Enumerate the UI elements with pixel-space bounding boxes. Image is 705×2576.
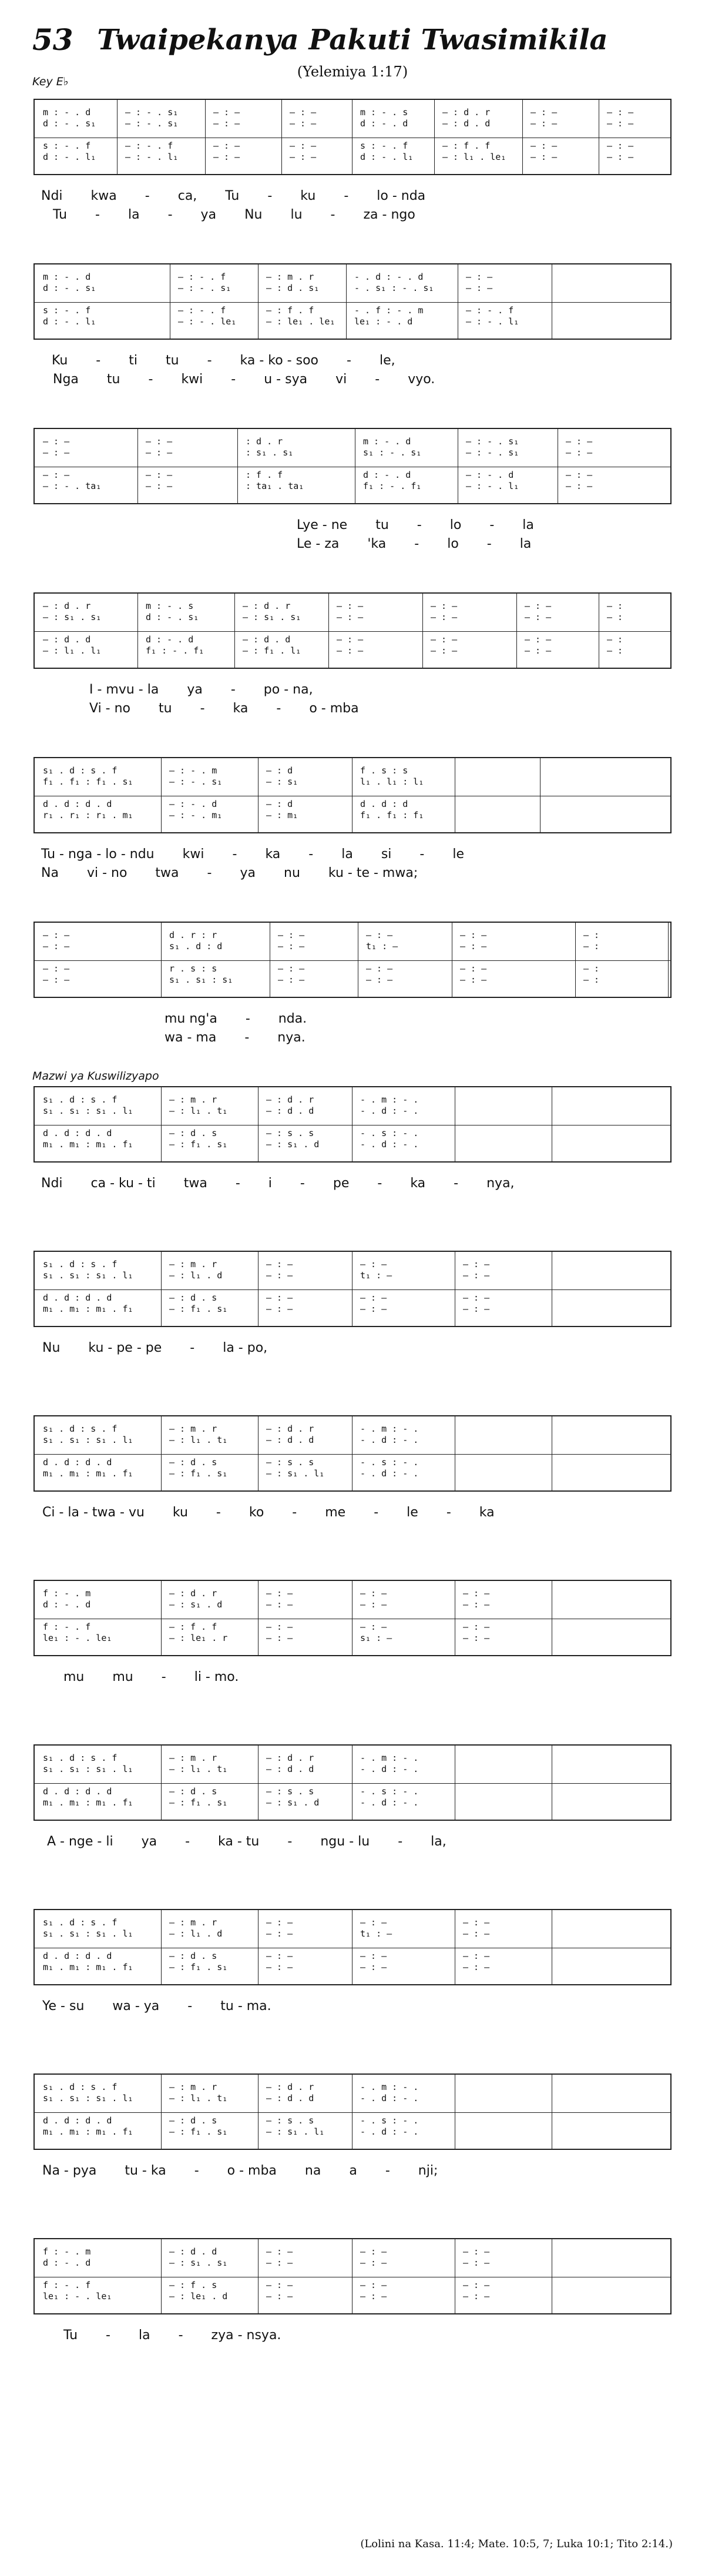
lyric-syllable: - [414,537,419,551]
lyric-syllable: la [341,847,353,862]
measure-notes: — : d . d — : s₁ . s₁ — : f . s — : le₁ . d [169,2246,228,2302]
staff-box [33,592,672,669]
lyric-syllable: ya [187,682,203,697]
lyric-line [53,209,670,222]
lyric-line [89,684,705,696]
bar-line [328,594,329,668]
lyric-syllable: vi [335,372,347,387]
measure-notes: — : — — : — — : — — : — [463,1917,490,1972]
staff-box [33,757,672,833]
lyric-syllable: kwi [181,372,203,387]
lyric-syllable: u - sya [264,372,308,387]
lyric-syllable: twa [155,866,179,880]
stanza-label: Mazwi ya Kuswilizyapo [32,1070,159,1083]
measure-notes: d . r : r s₁ . d : d r . s : s s₁ . s₁ : s₁ [169,930,233,985]
lyric-syllable: lu [290,207,303,222]
lyric-syllable: Na - pya [42,2163,97,2178]
lyric-line [164,1013,705,1026]
measure-notes: — : d . r — : s₁ . s₁ — : d . d — : l₁ . l₁ [43,601,102,656]
lyric-line [42,1342,659,1355]
lyric-syllable: A - nge - li [47,1834,113,1849]
lyric-syllable: - [344,189,349,203]
lyric-syllable: Tu [53,207,68,222]
staff-box [33,1251,672,1327]
lyric-syllable: nya. [277,1030,306,1045]
staff-box [33,99,672,175]
staff-box [33,1415,672,1492]
lyric-syllable: la [522,518,534,532]
lyric-syllable: wa - ma [164,1030,217,1045]
measure-notes: — : d . r — : d . d — : f . f — : l₁ . le₁ [442,107,506,162]
measure-notes: — : — — : — — : — — : — [43,930,70,985]
lyric-syllable: ka [233,701,249,716]
music-system [0,1909,705,2056]
lyric-syllable: tu [106,372,120,387]
staff-box [33,2238,672,2314]
measure-notes: — : — — : — — : — — : — [146,436,173,491]
measure-notes: — : d . r — : s₁ . s₁ — : d . d — : f₁ . l₁ [243,601,301,656]
bar-line [161,923,162,997]
measure-notes: - . d : - . d - . s₁ : - . s₁ - . f : - . m le₁ : - . d [354,272,434,327]
measure-notes: — : m . r — : d . s₁ — : f . f — : le₁ . le₁ [266,272,335,327]
song-number: 53 [32,22,73,57]
lyric-syllable: - [385,2163,390,2178]
bar-line [575,923,576,997]
lyric-syllable: Tu [225,189,240,203]
measure-notes: — : — — : — — : — — : — [266,1588,293,1643]
lyric-syllable: mu ng'a [164,1011,217,1026]
bar-line [161,1087,162,1161]
lyric-line [41,867,658,880]
lyric-syllable: - [167,207,173,222]
lyric-syllable: si [381,847,392,862]
measure-notes: — : — — : — — : — — : — [360,2246,387,2302]
measure-notes: — : — — : — — : — — : — [431,601,458,656]
lyric-line [41,848,658,861]
lyric-syllable: la, [431,1834,446,1849]
measure-notes: f : - . m d : - . d f : - . f le₁ : - . le₁ [43,1588,112,1643]
measure-notes: — : - . s₁ — : - . s₁ — : - . d — : - . l₁ [466,436,519,491]
staff-box [33,263,672,340]
measure-notes: f : - . m d : - . d f : - . f le₁ : - . le₁ [43,2246,112,2302]
measure-notes: - . m : - . - . d : - . - . s : - . - . d : - . [360,2082,419,2137]
measure-notes: — : - . f — : - . s₁ — : - . f — : - . le₁ [178,272,237,327]
measure-notes: — : m . r — : l₁ . d — : d . s — : f₁ . s₁ [169,1259,228,1314]
bar-line [161,2075,162,2149]
lyric-syllable: nu [284,866,300,880]
measure-notes: — : — — : — — : - . f — : - . l₁ [466,272,519,327]
lyric-syllable: lo [447,537,459,551]
lyric-syllable: - [454,1176,459,1191]
lyric-syllable: nya, [486,1176,515,1191]
music-system [0,1580,705,1727]
bar-line [234,594,235,668]
lyric-syllable: Na [41,866,59,880]
lyric-syllable: - [185,1834,190,1849]
lyric-syllable: ca, [177,189,197,203]
measure-notes: — : — — : — — : — — : - . ta₁ [43,436,102,491]
lyric-syllable: ya [240,866,256,880]
music-system [0,428,705,575]
lyric-syllable: zya - nsya. [211,2328,281,2343]
lyric-syllable: - [486,537,492,551]
lyric-syllable: - [190,1341,195,1355]
measure-notes: — : — : — : — : [583,930,600,985]
measure-notes: — : — : — : — : [607,601,623,656]
lyric-syllable: - [330,207,335,222]
lyric-syllable: - [347,353,351,368]
lyric-syllable: me [325,1505,346,1520]
measure-notes: — : — — : — — : — — : — [213,107,240,162]
bar-line [522,100,523,174]
bar-line [516,594,517,668]
music-system [0,592,705,739]
measure-notes: — : — t₁ : — — : — — : — [366,930,398,985]
measure-notes: — : — — : — — : — — : — [278,930,305,985]
bar-line [346,264,347,339]
lyric-syllable: ka - tu [218,1834,260,1849]
lyric-syllable: - [267,189,273,203]
lyric-syllable: Ku [52,353,68,368]
lyric-syllable: - [106,2328,110,2343]
music-system [0,1251,705,1398]
lyric-syllable: vyo. [408,372,435,387]
lyric-syllable: - [235,1176,240,1191]
song-title: Twaipekanya Pakuti Twasimikila [97,24,608,56]
lyric-syllable: Ndi [41,1176,63,1191]
lyric-syllable: mu [63,1670,85,1684]
measure-notes: s₁ . d : s . f f₁ . f₁ : f₁ . s₁ d . d : d . d r₁ . r₁ : r₁ . m₁ [43,765,133,820]
lyric-syllable: - [145,189,150,203]
lyric-syllable: le, [379,353,395,368]
lyric-syllable: nda. [278,1011,307,1026]
lyric-syllable: ku - pe - pe [88,1341,162,1355]
measure-notes: — : — — : — — : — — : — [525,601,552,656]
music-system [0,2238,705,2385]
measure-notes: — : — — : — — : — s₁ : — [360,1588,392,1643]
lyric-line [47,1835,664,1848]
lyric-syllable: i [268,1176,272,1191]
lyric-syllable: nji; [418,2163,438,2178]
staff-box [33,428,672,504]
lyric-line [52,354,669,367]
lyric-line [164,1031,705,1044]
lyric-syllable: - [300,1176,305,1191]
music-system [0,922,705,1068]
lyric-syllable: - [446,1505,451,1520]
measure-notes: s₁ . d : s . f s₁ . s₁ : s₁ . l₁ d . d : d . d m₁ . m₁ : m₁ . f₁ [43,1259,133,1314]
bar-line [117,100,118,174]
lyric-syllable: Vi - no [89,701,131,716]
measure-notes: — : — — : — — : — — : — [290,107,317,162]
lyric-syllable: - [287,1834,293,1849]
lyric-syllable: - [95,207,100,222]
footnote-references: (Lolini na Kasa. 11:4; Mate. 10:5, 7; Luka 10:1; Tito 2:14.) [360,2538,673,2550]
lyric-syllable: la - po, [223,1341,268,1355]
lyric-syllable: - [417,518,422,532]
lyric-syllable: na [304,2163,321,2178]
lyric-syllable: le [407,1505,418,1520]
lyric-line [42,2165,659,2178]
staff-box [33,1744,672,1821]
lyric-syllable: ku [172,1505,188,1520]
staff-box [33,1086,672,1163]
lyric-syllable: lo - nda [377,189,426,203]
music-system [0,2073,705,2220]
measure-notes: m : - . s d : - . d s : - . f d : - . l₁ [360,107,414,162]
measure-notes: — : m . r — : l₁ . t₁ — : d . s — : f₁ . s₁ [169,1094,228,1150]
lyric-syllable: la [128,207,140,222]
lyric-syllable: ku [300,189,316,203]
bar-line [422,594,423,668]
measure-notes: — : d . r — : d . d — : s . s — : s₁ . d [266,1094,320,1150]
lyric-syllable: vi - no [86,866,127,880]
bar-line [668,923,669,997]
lyric-syllable: o - mba [227,2163,277,2178]
key-signature: Key E♭ [32,75,69,88]
measure-notes: — : m . r — : l₁ . t₁ — : d . s — : f₁ . s₁ [169,1753,228,1808]
lyric-syllable: lo [449,518,462,532]
measure-notes: f . s : s l₁ . l₁ : l₁ d . d : d f₁ . f₁ : f₁ [360,765,424,820]
lyric-syllable: ka [265,847,281,862]
measure-notes: — : — t₁ : — — : — — : — [360,1917,392,1972]
lyric-syllable: a [349,2163,357,2178]
lyric-syllable: ya [141,1834,157,1849]
lyric-syllable: I - mvu - la [89,682,159,697]
lyric-syllable: kwi [182,847,204,862]
lyric-syllable: Tu - nga - lo - ndu [41,847,155,862]
bar-line [237,429,238,503]
bar-line [161,758,162,832]
measure-notes: - . m : - . - . d : - . - . s : - . - . d : - . [360,1423,419,1479]
bar-line [161,1252,162,1326]
lyric-line [53,373,670,386]
measure-notes: m : - . d d : - . s₁ s : - . f d : - . l₁ [43,272,96,327]
measure-notes: — : m . r — : l₁ . d — : d . s — : f₁ . s₁ [169,1917,228,1972]
lyric-line [297,538,705,551]
bar-line [161,1581,162,1655]
lyric-syllable: tu - ka [125,2163,166,2178]
measure-notes: : d . r : s₁ . s₁ : f . f : ta₁ . ta₁ [246,436,304,491]
music-system [0,1744,705,1891]
lyric-syllable: - [194,2163,199,2178]
lyric-line [89,702,705,715]
lyric-syllable: po - na, [263,682,313,697]
lyric-syllable: - [207,866,212,880]
lyric-syllable: - [308,847,314,862]
measure-notes: s₁ . d : s . f s₁ . s₁ : s₁ . l₁ d . d : d . d m₁ . m₁ : m₁ . f₁ [43,1917,133,1972]
lyric-syllable: la [519,537,532,551]
measure-notes: - . m : - . - . d : - . - . s : - . - . d : - . [360,1753,419,1808]
measure-notes: — : — — : — — : — — : — [463,1259,490,1314]
lyric-syllable: o - mba [309,701,359,716]
measure-notes: s₁ . d : s . f s₁ . s₁ : s₁ . l₁ d . d : d . d m₁ . m₁ : m₁ . f₁ [43,1423,133,1479]
lyric-syllable: ti [129,353,137,368]
lyric-syllable: li - mo. [194,1670,239,1684]
lyric-syllable: - [398,1834,403,1849]
lyric-line [42,2000,659,2013]
music-system [0,757,705,904]
measure-notes: — : - . m — : - . s₁ — : - . d — : - . m₁ [169,765,223,820]
lyric-syllable: - [374,1505,379,1520]
lyric-syllable: twa [183,1176,207,1191]
lyric-syllable: ngu - lu [320,1834,370,1849]
measure-notes: — : — — : — — : — — : — [266,1917,293,1972]
lyric-syllable: ya [200,207,217,222]
lyric-syllable: Le - za [297,537,340,551]
measure-notes: — : d . r — : s₁ . d — : f . f — : le₁ . r [169,1588,228,1643]
lyric-syllable: Ci - la - twa - vu [42,1505,145,1520]
lyric-syllable: mu [112,1670,133,1684]
measure-notes: — : — — : — — : — — : — [463,1588,490,1643]
lyric-syllable: - [245,1011,250,1026]
lyric-syllable: - [230,682,236,697]
measure-notes: s₁ . d : s . f s₁ . s₁ : s₁ . l₁ d . d : d . d m₁ . m₁ : m₁ . f₁ [43,1094,133,1150]
lyric-line [42,1506,659,1519]
bar-line [161,1416,162,1490]
measure-notes: — : d . r — : d . d — : s . s — : s₁ . l₁ [266,1423,325,1479]
lyric-syllable: - [419,847,425,862]
lyric-syllable: - [148,372,153,387]
measure-notes: — : — — : — — : — — : — [460,930,487,985]
measure-notes: — : — — : — — : — — : — [531,107,558,162]
lyric-syllable: tu - ma. [220,1999,271,2014]
lyric-syllable: - [375,372,380,387]
measure-notes: m : - . d s₁ : - . s₁ d : - . d f₁ : - . f₁ [363,436,422,491]
measure-notes: — : — — : — — : — — : — [337,601,364,656]
lyric-syllable: ku - te - mwa; [328,866,418,880]
measure-notes: — : m . r — : l₁ . t₁ — : d . s — : f₁ . s₁ [169,1423,228,1479]
lyric-syllable: - [292,1505,297,1520]
measure-notes: s₁ . d : s . f s₁ . s₁ : s₁ . l₁ d . d : d . d m₁ . m₁ : m₁ . f₁ [43,2082,133,2137]
lyric-line [63,1671,680,1684]
staff-box [33,2073,672,2150]
bar-line [137,429,138,503]
lyric-syllable: - [276,701,281,716]
measure-notes: — : m . r — : l₁ . t₁ — : d . s — : f₁ . s₁ [169,2082,228,2137]
bar-line [137,594,138,668]
lyric-syllable: Tu [63,2328,78,2343]
lyric-syllable: Nga [53,372,79,387]
lyric-syllable: Lye - ne [297,518,348,532]
lyric-syllable: pe [333,1176,350,1191]
measure-notes: — : — — : — — : — — : — [463,2246,490,2302]
lyric-syllable: - [232,847,237,862]
lyric-line [41,1177,658,1190]
staff-box [33,1580,672,1656]
lyric-syllable: ko [249,1505,264,1520]
lyric-syllable: ca - ku - ti [90,1176,156,1191]
lyric-syllable: Ndi [41,189,63,203]
measure-notes: m : - . s d : - . s₁ d : - . d f₁ : - . f₁ [146,601,204,656]
lyric-line [41,190,658,203]
measure-notes: — : d . r — : d . d — : s . s — : s₁ . l₁ [266,2082,325,2137]
music-system [0,263,705,410]
bar-line [161,2239,162,2313]
lyric-syllable: ka [479,1505,495,1520]
lyric-syllable: 'ka [367,537,387,551]
song-header [0,0,705,88]
lyric-syllable: tu [165,353,179,368]
lyric-syllable: le [452,847,465,862]
lyric-syllable: tu [375,518,389,532]
measure-notes: — : — — : — — : — — : — [607,107,634,162]
measure-notes: — : — — : — — : — — : — [266,2246,293,2302]
music-system [0,1086,705,1233]
lyric-syllable: - [96,353,101,368]
lyric-line [297,519,705,532]
lyric-line [63,2329,680,2342]
music-system [0,99,705,246]
scripture-reference: (Yelemiya 1:17) [297,63,408,80]
lyric-syllable: Ye - su [42,1999,85,2014]
measure-notes: m : - . d d : - . s₁ s : - . f d : - . l₁ [43,107,96,162]
lyric-syllable: ka - ko - soo [240,353,318,368]
staff-box [33,1909,672,1985]
bar-line [434,100,435,174]
bar-line [205,100,206,174]
lyric-syllable: la [139,2328,150,2343]
measure-notes: s₁ . d : s . f s₁ . s₁ : s₁ . l₁ d . d : d . d m₁ . m₁ : m₁ . f₁ [43,1753,133,1808]
lyric-syllable: wa - ya [112,1999,160,2014]
bar-line [161,1910,162,1984]
measure-notes: — : — t₁ : — — : — — : — [360,1259,392,1314]
lyric-syllable: - [200,701,205,716]
measure-notes: — : - . s₁ — : - . s₁ — : - . f — : - . l₁ [125,107,179,162]
lyric-syllable: - [231,372,236,387]
measure-notes: - . m : - . - . d : - . - . s : - . - . d : - . [360,1094,419,1150]
lyric-syllable: - [216,1505,221,1520]
lyric-syllable: kwa [90,189,117,203]
lyric-syllable: - [377,1176,382,1191]
measure-notes: — : d — : s₁ — : d — : m₁ [266,765,298,820]
lyric-syllable: - [489,518,495,532]
lyric-syllable: - [207,353,212,368]
measure-notes: — : — — : — — : — — : — [566,436,593,491]
lyric-syllable: - [178,2328,183,2343]
lyric-syllable: - [187,1999,193,2014]
lyric-syllable: tu [159,701,172,716]
measure-notes: — : — — : — — : — — : — [266,1259,293,1314]
lyric-syllable: Nu [42,1341,61,1355]
music-system [0,1415,705,1562]
measure-notes: — : d . r — : d . d — : s . s — : s₁ . d [266,1753,320,1808]
lyric-syllable: - [161,1670,166,1684]
staff-box [33,922,672,998]
bar-line [281,100,282,174]
lyric-syllable: Nu [244,207,263,222]
lyric-syllable: ka [410,1176,426,1191]
bar-line [161,1746,162,1820]
lyric-syllable: za - ngo [363,207,415,222]
lyric-syllable: - [244,1030,250,1045]
